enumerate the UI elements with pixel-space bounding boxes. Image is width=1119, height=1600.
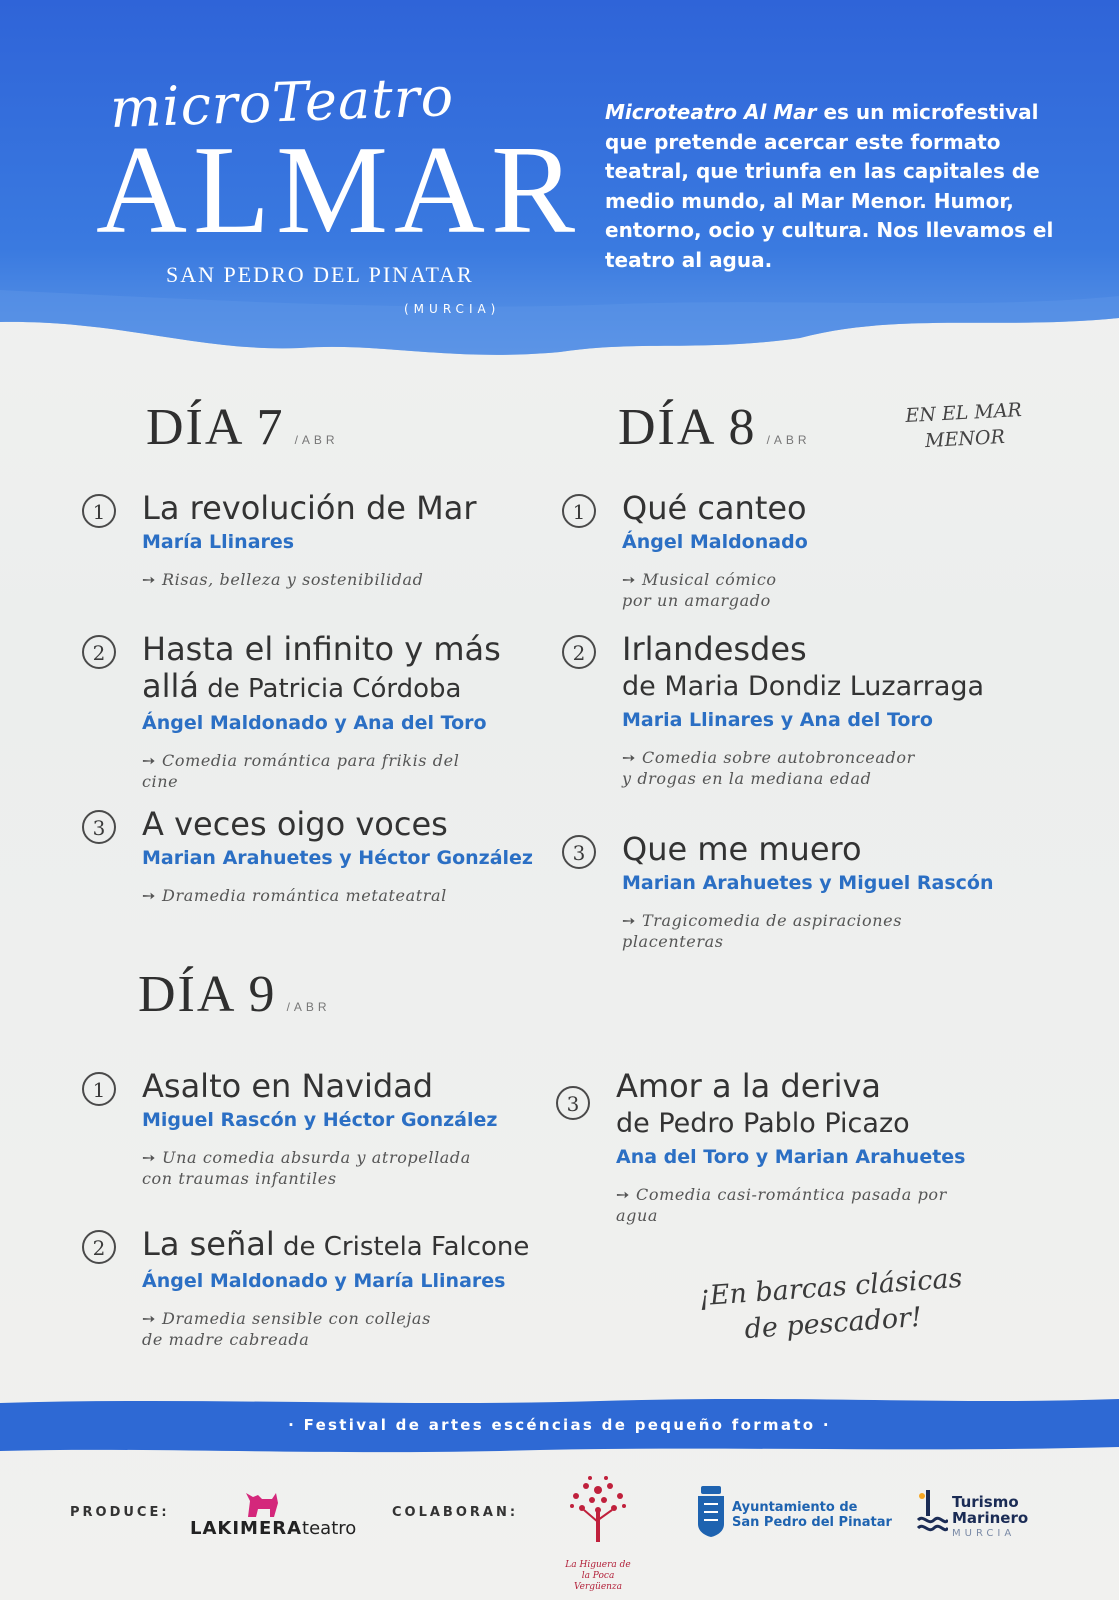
turismo-line2: Marinero — [952, 1509, 1029, 1527]
lakimera-logo — [190, 1518, 356, 1539]
festival-tagline: · Festival de artes escéncias de pequeño formato · — [288, 1416, 831, 1434]
desc-text: Una comedia absurda y atropellada — [162, 1148, 471, 1167]
show-cast: Ángel Maldonado y Ana del Toro — [142, 712, 487, 734]
show-title: Amor a la deriva — [616, 1067, 882, 1105]
turismo-marinero-logo — [952, 1494, 1028, 1542]
show-cast: Marian Arahuetes y Héctor González — [142, 847, 533, 869]
desc-text-line2: y drogas en la mediana edad — [622, 769, 872, 788]
arrow-icon: ➙ — [622, 570, 637, 589]
show-cast: María Llinares — [142, 531, 295, 553]
show-cast: Marian Arahuetes y Miguel Rascón — [622, 872, 994, 894]
higuera-text: La Higuera de la Poca Vergüenza — [565, 1560, 631, 1592]
arrow-icon: ➙ — [622, 748, 637, 767]
desc-text: Musical cómico por un amargado — [622, 570, 777, 610]
title-text: La señal — [142, 1225, 275, 1263]
logo-region: (MURCIA) — [404, 302, 501, 316]
lakimera-rest: teatro — [302, 1518, 357, 1539]
logo-microteatro: microTeatro — [109, 64, 456, 140]
show-title — [142, 631, 501, 668]
ayuntamiento-logo — [732, 1500, 892, 1530]
show-number: 3 — [562, 835, 596, 869]
day-label: DÍA 9 — [138, 966, 277, 1023]
show-author: de Patricia Córdoba — [199, 674, 462, 704]
note-bottom-line2: de pescador! — [743, 1301, 923, 1346]
show-description — [142, 569, 477, 590]
show-cast: Ángel Maldonado y María Llinares — [142, 1270, 506, 1292]
arrow-icon: ➙ — [142, 886, 157, 905]
ayto-line2: San Pedro del Pinatar — [732, 1515, 892, 1530]
show-cast: Ana del Toro y Marian Arahuetes — [616, 1146, 966, 1168]
desc-text-line2: placenteras — [622, 932, 724, 951]
note-en-el-mar-menor — [905, 397, 1024, 455]
show-cast: Ángel Maldonado — [622, 531, 808, 553]
show-description — [622, 569, 808, 611]
note-top-line2: MENOR — [924, 425, 1006, 453]
show-number: 1 — [82, 494, 116, 528]
arrow-icon: ➙ — [142, 751, 157, 770]
desc-text: Tragicomedia de aspiraciones — [642, 911, 903, 930]
title-line1: Hasta el infinito y más — [142, 630, 501, 668]
day-7-heading — [146, 398, 339, 457]
show-number: 3 — [556, 1086, 590, 1120]
show-number: 2 — [82, 635, 116, 669]
show-description — [142, 750, 501, 792]
arrow-icon: ➙ — [142, 570, 157, 589]
show-description — [616, 1184, 966, 1226]
day-label: DÍA 8 — [618, 399, 757, 456]
lakimera-bold: LAKIMERA — [190, 1518, 303, 1539]
show-number: 2 — [82, 1230, 116, 1264]
show-author: de Pedro Pablo Picazo — [616, 1108, 910, 1139]
day-month: /ABR — [286, 1000, 331, 1014]
note-bottom-line1: ¡En barcas clásicas — [697, 1262, 964, 1313]
ayuntamiento-shield-icon — [696, 1484, 726, 1538]
arrow-icon: ➙ — [622, 911, 637, 930]
lakimera-cat-icon — [244, 1489, 280, 1519]
ayto-line1: Ayuntamiento de — [732, 1500, 858, 1515]
title-line2: allá — [142, 667, 199, 705]
turismo-line1: Turismo — [952, 1493, 1019, 1511]
show-number: 1 — [562, 494, 596, 528]
desc-text-line2: de madre cabreada — [142, 1330, 310, 1349]
show-title: La revolución de Mar — [142, 489, 477, 527]
show-title: Asalto en Navidad — [142, 1067, 434, 1105]
note-barcas-clasicas — [698, 1261, 966, 1351]
intro-text — [605, 98, 1075, 275]
show-title: Que me muero — [622, 830, 862, 868]
day-8-heading — [618, 398, 811, 457]
show-description — [622, 910, 993, 952]
arrow-icon: ➙ — [616, 1185, 631, 1204]
show-number: 2 — [562, 635, 596, 669]
desc-text: Dramedia romántica metateatral — [162, 886, 447, 905]
show-description — [142, 885, 533, 906]
show-title: Irlandesdes — [622, 630, 807, 668]
show-description — [142, 1147, 497, 1189]
day-label: DÍA 7 — [146, 399, 285, 456]
show-cast: Miguel Rascón y Héctor González — [142, 1109, 498, 1131]
logo-place: SAN PEDRO DEL PINATAR — [166, 262, 474, 287]
day-month: /ABR — [766, 433, 811, 447]
show-number: 1 — [82, 1072, 116, 1106]
show-description — [142, 1308, 529, 1350]
logo-almar: ALMAR — [96, 121, 582, 260]
desc-text: Comedia casi-romántica pasada por agua — [616, 1185, 947, 1225]
show-author: de Cristela Falcone — [274, 1232, 530, 1262]
arrow-icon: ➙ — [142, 1309, 157, 1328]
turismo-sub: MURCIA — [952, 1528, 1016, 1539]
show-title — [142, 1226, 529, 1266]
day-9-heading — [138, 965, 331, 1024]
higuera-tree-icon — [562, 1472, 634, 1558]
colaboran-label: COLABORAN: — [392, 1505, 519, 1520]
note-top-line1: EN EL MAR — [904, 398, 1023, 428]
show-title: A veces oigo voces — [142, 805, 448, 843]
desc-text: Comedia sobre autobronceador — [642, 748, 915, 767]
intro-body: es un microfestival que pretende acercar este formato teatral, que triunfa en las capitales de medio mundo, al Mar Menor. Humor, entorno, ocio y cultura. Nos llevamos el teatro al agua. — [605, 100, 1054, 272]
show-cast: Maria Llinares y Ana del Toro — [622, 709, 933, 731]
arrow-icon: ➙ — [142, 1148, 157, 1167]
intro-brand: Microteatro Al Mar — [605, 100, 817, 124]
show-description — [622, 747, 984, 789]
desc-text: Risas, belleza y sostenibilidad — [162, 570, 424, 589]
turismo-marinero-icon — [914, 1486, 948, 1538]
desc-text: Comedia romántica para frikis del cine — [142, 751, 460, 791]
desc-text: Dramedia sensible con collejas — [162, 1309, 431, 1328]
show-author: de Maria Dondiz Luzarraga — [622, 671, 985, 702]
show-title: Qué canteo — [622, 489, 807, 527]
produce-label: PRODUCE: — [70, 1505, 170, 1520]
show-title-line2 — [142, 668, 501, 708]
desc-text-line2: con traumas infantiles — [142, 1169, 337, 1188]
show-number: 3 — [82, 810, 116, 844]
day-month: /ABR — [294, 433, 339, 447]
